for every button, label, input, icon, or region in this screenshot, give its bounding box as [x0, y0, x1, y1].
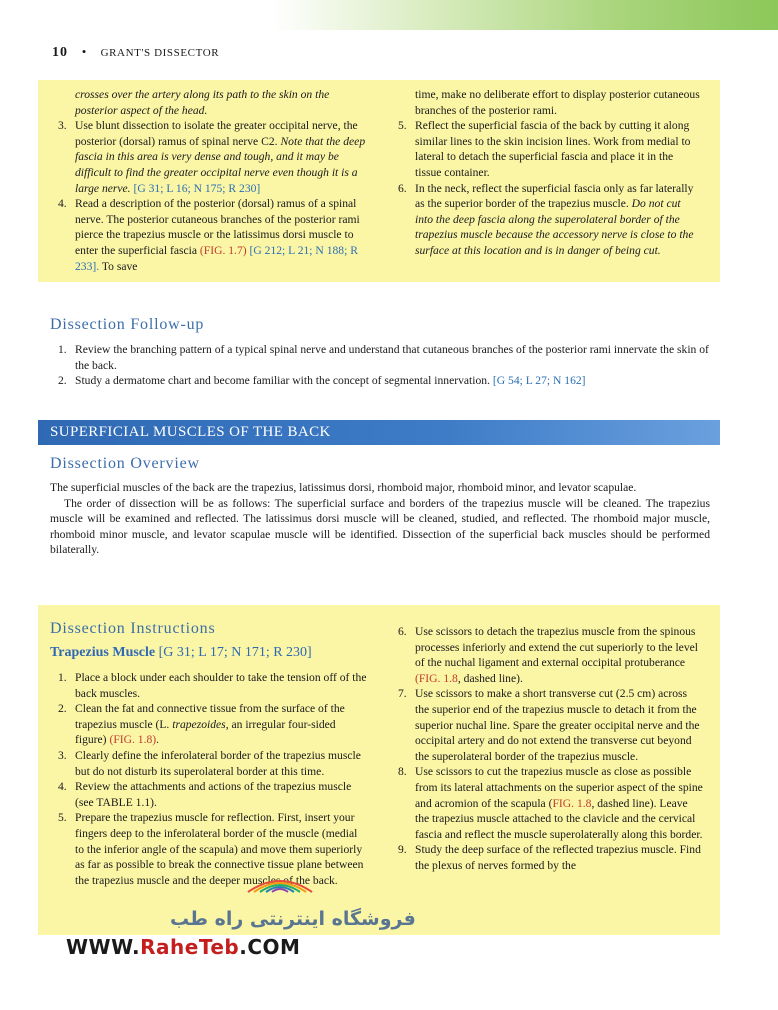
atlas-reference: [G 212; L 21; N 188; R 233]. [75, 243, 358, 273]
list-item [58, 373, 718, 389]
item-number: 6. [398, 181, 407, 195]
list-item [398, 624, 704, 686]
list-item [58, 810, 368, 888]
overview-body [50, 480, 710, 558]
running-header [52, 44, 219, 61]
item-number: 6. [398, 625, 407, 638]
atlas-reference: [G 31; L 17; N 171; R 230] [158, 645, 312, 660]
item-text: Reflect the superficial fascia of the back by cutting it along similar lines to the skin incision lines. Work from medial to lateral to detach the superficial fascia and place it in the tissue container. [415, 119, 691, 179]
item-tail: To save [101, 259, 138, 273]
item-text: Place a block under each shoulder to take the tension off of the back muscles. [75, 671, 367, 700]
latin-term: trapezoides [172, 717, 226, 731]
item-text: Use scissors to cut the trapezius muscle as close as possible from its lateral attachments on the superior aspect of the spine and acromion of the scapula ( [415, 765, 703, 810]
top-box-left-column [58, 87, 370, 274]
figure-reference[interactable]: (FIG. 1.8) [109, 733, 157, 747]
item-text: Review the branching pattern of a typical spinal nerve and understand that cutaneous branches of the posterior rami innervate the skin of the back. [75, 343, 709, 372]
item-note: Note that the deep fascia in this area is very dense and tough, and it may be difficult to find the greater occipital nerve even though it is a large nerve. [75, 134, 366, 195]
item-tail: , dashed line). [457, 671, 523, 685]
item-text: Read a description of the posterior (dorsal) ramus of a spinal nerve. The posterior cutaneous branches of the posterior rami pierce the trapezius muscle or the latissimus dorsi muscle to enter the superficial fascia [75, 197, 360, 257]
item-number: 3. [58, 119, 67, 133]
item-number: 4. [58, 197, 67, 211]
item-text: Study a dermatome chart and become familiar with the concept of segmental innervation. [75, 374, 490, 388]
item-number: 4. [58, 780, 67, 794]
item-number: 9. [398, 843, 407, 857]
item-text: , an irregular four-sided figure) [75, 717, 336, 747]
item-text: Review the attachments and actions of the trapezius muscle (see TABLE 1.1). [75, 780, 352, 809]
item-number: 1. [58, 671, 67, 684]
item-number: 3. [58, 748, 67, 762]
watermark-url-prefix: WWW. [66, 935, 141, 959]
item-text: In the neck, reflect the superficial fascia only as far laterally as the superior border of the trapezius muscle. [415, 181, 694, 211]
header-separator: • [81, 44, 87, 59]
item-number: 2. [58, 374, 67, 388]
followup-title: Dissection Follow-up [50, 316, 205, 333]
list-item [58, 779, 368, 810]
intro-text: time, make no deliberate effort to display posterior cutaneous branches of the posterior rami. [415, 88, 700, 117]
item-text: Use blunt dissection to isolate the greater occipital nerve, the posterior (dorsal) ramus of spinal nerve C2. [75, 119, 358, 148]
overview-paragraph: The order of dissection will be as follows: The superficial surface and borders of the trapezius muscle will be cleaned. The trapezius muscle will be examined and reflected. The latissimus dorsi muscle will be cleaned, studied, and reflected. The rhomboid major muscle, rhomboid minor muscle, and levator scapulae muscle will be identified. Dissection of the superficial back muscles should be performed bilaterally. [50, 496, 710, 557]
list-item [58, 342, 718, 373]
intro-italic: crosses over the artery along its path to the skin on the posterior aspect of the head. [75, 88, 330, 117]
followup-list [58, 342, 718, 389]
list-item [398, 842, 704, 873]
item-number: 5. [398, 119, 407, 133]
watermark-persian-text: فروشگاه اینترنتی راه طب [170, 908, 416, 930]
instructions-right-column [398, 624, 704, 874]
figure-reference[interactable]: (FIG. 1.7) [199, 243, 247, 257]
list-item [58, 748, 368, 779]
instructions-left-column [58, 670, 368, 888]
item-number: 5. [58, 811, 67, 825]
watermark-url[interactable] [66, 935, 300, 959]
page-number: 10 [52, 45, 68, 60]
watermark-url-suffix: .COM [239, 935, 301, 959]
subsection-heading [50, 645, 312, 661]
list-item [58, 196, 370, 274]
watermark-book-logo-icon [240, 866, 320, 896]
book-title: GRANT'S DISSECTOR [100, 47, 220, 59]
item-tail: , dashed line). Leave the trapezius muscle attached to the clavicle and the cervical fascia and reflect the muscle superolaterally along this border. [415, 796, 703, 841]
top-box-right-column [398, 87, 700, 259]
list-item [58, 118, 370, 196]
item-text: Study the deep surface of the reflected trapezius muscle. Find the plexus of nerves formed by the [415, 843, 701, 872]
item-warning: Do not cut into the deep fascia along the superolateral border of the trapezius muscle because the accessory nerve is close to the surface at this location and is in danger of being cut. [415, 197, 694, 257]
item-text: Use scissors to make a short transverse cut (2.5 cm) across the superior end of the trapezius muscle to detach it from the superior nuchal line. Spare the greater occipital nerve and the occipital artery and do not extend the transverse cut beyond the superolateral border of the trapezius muscle. [415, 687, 700, 763]
instructions-title: Dissection Instructions [50, 620, 216, 637]
item-text: Clearly define the inferolateral border of the trapezius muscle but do not disturb its superolateral border at this time. [75, 748, 361, 778]
overview-title: Dissection Overview [50, 455, 200, 472]
item-text: Prepare the trapezius muscle for reflection. First, insert your fingers deep to the inferolateral border of the muscle (medial to the inferior angle of the scapula) and move them superiorly as far as possible to break the connective tissue plane between the trapezius muscle and the deeper muscles of the back. [75, 811, 364, 887]
item-number: 1. [58, 343, 67, 356]
section-heading-band: SUPERFICIAL MUSCLES OF THE BACK [38, 420, 720, 445]
list-item [58, 670, 368, 701]
list-item [398, 118, 700, 180]
list-item [58, 701, 368, 748]
top-gradient-bar [0, 0, 778, 30]
subsection-title: Trapezius Muscle [50, 645, 156, 660]
atlas-reference: [G 31; L 16; N 175; R 230] [133, 181, 261, 195]
item-text: Clean the fat and connective tissue from the surface of the trapezius muscle (L. [75, 702, 345, 731]
figure-reference[interactable]: FIG. 1.8 [552, 796, 592, 810]
list-item [398, 686, 704, 764]
list-item [398, 764, 704, 842]
item-number: 7. [398, 687, 407, 701]
atlas-reference: [G 54; L 27; N 162] [492, 374, 586, 388]
item-number: 2. [58, 702, 67, 716]
item-number: 8. [398, 765, 407, 779]
overview-paragraph: The superficial muscles of the back are the trapezius, latissimus dorsi, rhomboid major, rhomboid minor, and levator scapulae. [50, 481, 637, 494]
figure-reference[interactable]: (FIG. 1.8 [415, 671, 458, 685]
list-item [398, 181, 700, 259]
watermark-url-name: RaheTeb [140, 935, 240, 959]
item-text: Use scissors to detach the trapezius muscle from the spinous processes inferiorly and extend the cut superiorly to the level of the nuchal ligament and external occipital protuberance [415, 625, 698, 670]
item-tail: . [156, 733, 160, 747]
